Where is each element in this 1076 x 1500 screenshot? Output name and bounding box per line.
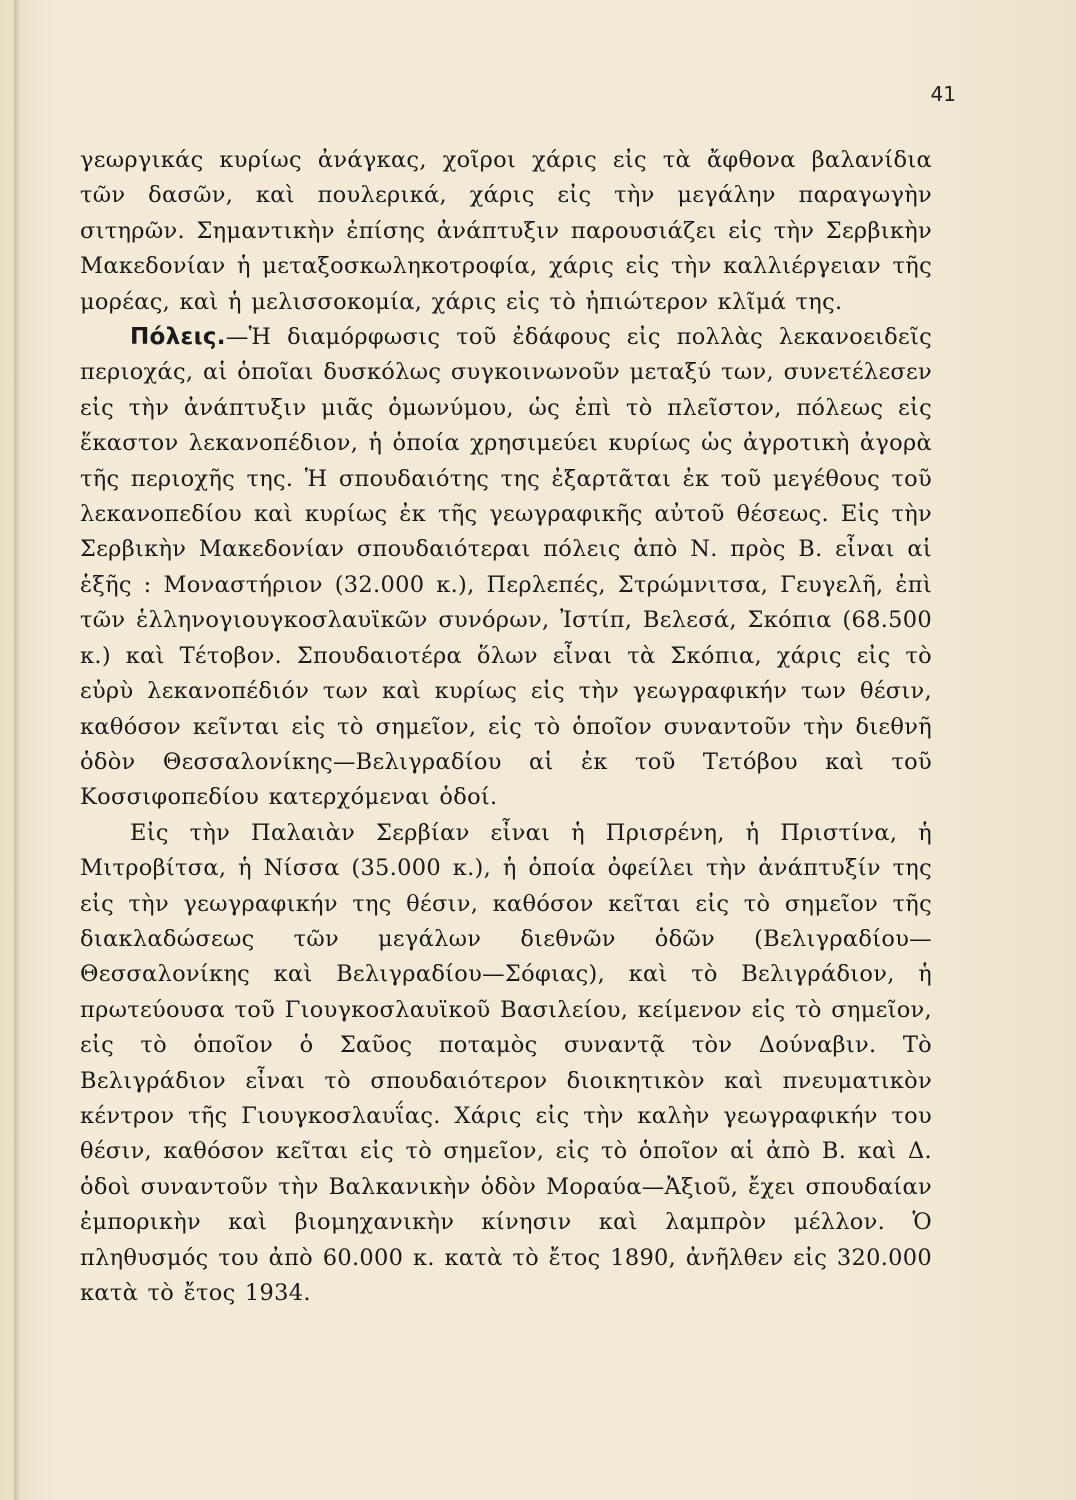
paragraph-agriculture: γεωργικάς κυρίως ἀνάγκας, χοῖροι χάρις εἰς τὰ ἄφθονα βαλανίδια τῶν δασῶν, καὶ πουλερικά, χάρις εἰς τὴν μεγάλην παραγωγὴν σιτηρῶν. Σημαντικὴν ἐπίσης ἀνάπτυξιν παρουσιάζει εἰς τὴν Σερβικὴν Μακεδονίαν ἡ μεταξοσκωληκοτροφία, χάρις εἰς τὴν καλλιέργειαν τῆς μορέας, καὶ ἡ μελισσοκομία, χάρις εἰς τὸ ἠπιώτερον κλῖμά της. bbox=[80, 147, 932, 315]
paragraph-cities bbox=[80, 320, 932, 816]
page-number: 41 bbox=[930, 82, 956, 106]
main-text bbox=[80, 143, 932, 1311]
section-heading-cities: Πόλεις. bbox=[130, 324, 226, 351]
paragraph-cities-text: —Ἡ διαμόρφωσις τοῦ ἐδάφους εἰς πολλὰς λεκανοειδεῖς περιοχάς, αἱ ὁποῖαι δυσκόλως συγκοινωνοῦν μεταξύ των, συνετέλεσεν εἰς τὴν ἀνάπτυξιν μιᾶς ὁμωνύμου, ὡς ἐπὶ τὸ πλεῖστον, πόλεως εἰς ἕκαστον λεκανοπέδιον, ἡ ὁποία χρησιμεύει κυρίως ὡς ἀγροτικὴ ἀγορὰ τῆς περιοχῆς της. Ἡ σπουδαιότης της ἐξαρτᾶται ἐκ τοῦ μεγέθους τοῦ λεκανοπεδίου καὶ κυρίως ἐκ τῆς γεωγραφικῆς αὐτοῦ θέσεως. Εἰς τὴν Σερβικὴν Μακεδονίαν σπουδαιότεραι πόλεις ἀπὸ Ν. πρὸς Β. εἶναι αἱ ἑξῆς : Μοναστήριον (32.000 κ.), Περλεπές, Στρώμνιτσα, Γευγελῆ, ἐπὶ τῶν ἑλληνογιουγκοσλαυϊκῶν συνόρων, Ἰστίπ, Βελεσά, Σκόπια (68.500 κ.) καὶ Τέτοβον. Σπουδαιοτέρα ὅλων εἶναι τὰ Σκόπια, χάρις εἰς τὸ εὐρὺ λεκανοπέδιόν των καὶ κυρίως εἰς τὴν γεωγραφικήν των θέσιν, καθόσον κεῖνται εἰς τὸ σημεῖον, εἰς τὸ ὁποῖον συναντοῦν τὴν διεθνῆ ὁδὸν Θεσσαλονίκης—Βελιγραδίου αἱ ἐκ τοῦ Τετόβου καὶ τοῦ Κοσσιφοπεδίου κατερχόμεναι ὁδοί. bbox=[80, 324, 932, 811]
paragraph-old-serbia: Εἰς τὴν Παλαιὰν Σερβίαν εἶναι ἡ Πρισρένη, ἡ Πριστίνα, ἡ Μιτροβίτσα, ἡ Νίσσα (35.000 κ.), ἡ ὁποία ὀφείλει τὴν ἀνάπτυξίν της εἰς τὴν γεωγραφικήν της θέσιν, καθόσον κεῖται εἰς τὸ σημεῖον τῆς διακλαδώσεως τῶν μεγάλων διεθνῶν ὁδῶν (Βελιγραδίου—Θεσσαλονίκης καὶ Βελιγραδίου—Σόφιας), καὶ τὸ Βελιγράδιον, ἡ πρωτεύουσα τοῦ Γιουγκοσλαυϊκοῦ Βασιλείου, κείμενον εἰς τὸ σημεῖον, εἰς τὸ ὁποῖον ὁ Σαῦος ποταμὸς συναντᾷ τὸν Δούναβιν. Τὸ Βελιγράδιον εἶναι τὸ σπουδαιότερον διοικητικὸν καὶ πνευματικὸν κέντρον τῆς Γιουγκοσλαυΐας. Χάρις εἰς τὴν καλὴν γεωγραφικήν του θέσιν, καθόσον κεῖται εἰς τὸ σημεῖον, εἰς τὸ ὁποῖον αἱ ἀπὸ Β. καὶ Δ. ὁδοὶ συναντοῦν τὴν Βαλκανικὴν ὁδὸν Μοραύα—Ἀξιοῦ, ἔχει σπουδαίαν ἐμπορικὴν καὶ βιομηχανικὴν κίνησιν καὶ λαμπρὸν μέλλον. Ὁ πληθυσμός του ἀπὸ 60.000 κ. κατὰ τὸ ἔτος 1890, ἀνῆλθεν εἰς 320.000 κατὰ τὸ ἔτος 1934. bbox=[80, 819, 932, 1306]
page-spine-edge bbox=[14, 0, 20, 1500]
